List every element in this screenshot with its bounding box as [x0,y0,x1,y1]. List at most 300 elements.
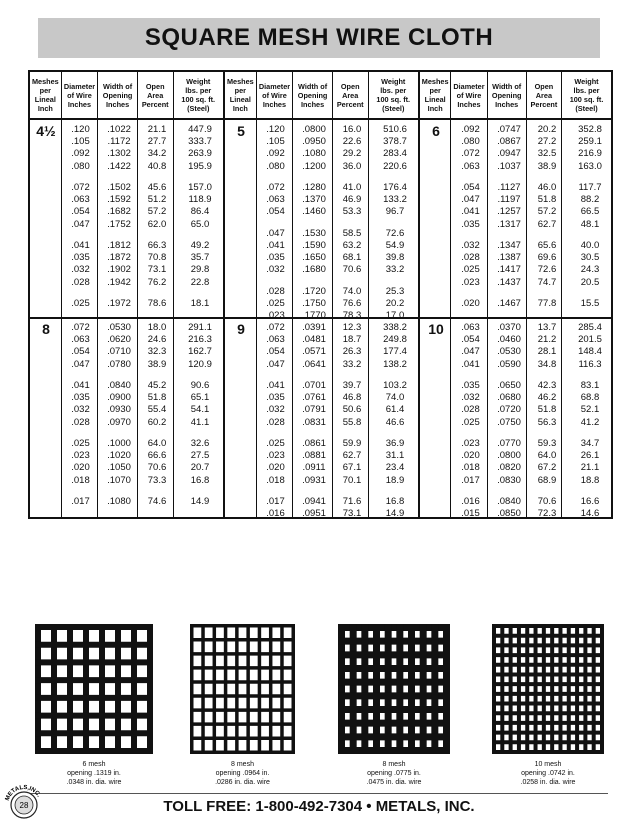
open-area: 40.8 [147,160,167,172]
table-row [452,148,615,159]
open-area: 24.6 [147,334,167,346]
wire-diameter: .047 [266,358,285,370]
open-area: 32.5 [537,148,557,160]
weight: 103.2 [383,379,407,391]
weight: 34.7 [580,437,600,449]
table-row [452,508,615,519]
wire-diameter: .054 [71,206,90,218]
opening-width: .0800 [302,124,326,135]
weight: 116.3 [578,358,602,370]
opening-width: .1720 [302,285,326,297]
wire-diameter: .032 [71,264,90,276]
open-area: 66.6 [147,450,167,462]
caption-mesh-label: 8 mesh [231,761,254,768]
wire-diameter: .047 [71,218,90,230]
page-number: 28 [19,801,29,810]
mesh-sample-image [492,624,604,754]
opening-width: .1347 [497,239,521,251]
open-area: 74.7 [537,276,557,288]
table-row [452,359,615,370]
header-weight: Weight lbs. per 100 sq. ft. (Steel) [376,77,411,113]
opening-width: .0800 [497,450,521,462]
table-row [452,136,615,147]
table-row [452,404,615,415]
wire-diameter: .028 [461,404,480,416]
open-area: 16.0 [342,124,362,135]
caption-opening: opening .1319 in. [67,770,121,777]
table-row [452,252,615,263]
header-weight: Weight lbs. per 100 sq. ft. (Steel) [569,77,604,113]
group-divider [420,317,611,319]
open-area: 57.2 [537,206,557,218]
opening-width: .1020 [107,450,131,462]
open-area: 27.2 [537,136,557,148]
table-row [62,496,225,507]
wire-diameter: .092 [71,148,90,160]
weight: 41.2 [580,416,600,428]
opening-width: .1942 [107,276,131,288]
mesh-sample-image [338,624,450,754]
table-row [452,417,615,428]
weight: 291.1 [188,322,212,333]
wire-diameter: .018 [71,474,90,486]
open-area: 70.6 [147,462,167,474]
weight: 138.2 [383,358,407,370]
weight: 378.7 [383,136,407,148]
opening-width: .0900 [107,392,131,404]
wire-diameter: .054 [266,206,285,218]
wire-diameter: .020 [71,462,90,474]
open-area: 38.9 [537,160,557,172]
wire-diameter: .105 [266,136,285,148]
weight: 285.4 [578,322,602,333]
wire-diameter: .025 [266,297,285,309]
table-row [62,194,225,205]
open-area: 70.6 [537,495,557,507]
opening-width: .0391 [302,322,326,333]
open-area: 76.6 [342,297,362,309]
weight: 29.8 [190,264,210,276]
wire-diameter: .041 [71,239,90,251]
open-area: 62.7 [537,218,557,230]
open-area: 72.6 [537,264,557,276]
wire-diameter: .072 [266,181,285,193]
mesh-sample-image [190,624,295,754]
caption-opening: opening .0775 in. [367,770,421,777]
weight: 18.8 [580,474,600,486]
caption-opening: opening .0964 in. [215,770,270,777]
weight: 117.7 [578,181,602,193]
weight: 41.1 [190,416,210,428]
table-row [62,148,225,159]
open-area: 55.4 [147,404,167,416]
weight: 74.0 [385,392,405,404]
open-area: 13.7 [537,322,557,333]
open-area: 46.0 [537,181,557,193]
header-diameter: Diameter of Wire Inches [62,72,99,118]
wire-diameter: .032 [266,264,285,276]
table-row [257,124,420,135]
weight: 510.6 [383,124,407,135]
weight: 65.0 [190,218,210,230]
opening-width: .0881 [302,450,326,462]
weight: 16.8 [190,474,210,486]
weight: 259.1 [578,136,602,148]
opening-width: .1280 [302,181,326,193]
table-row [452,161,615,172]
opening-width: .0950 [302,136,326,148]
table-row [452,392,615,403]
opening-width: .0867 [497,136,521,148]
opening-width: .0861 [302,437,326,449]
wire-diameter: .035 [71,392,90,404]
open-area: 21.1 [147,124,167,135]
wire-diameter: .041 [461,358,480,370]
weight: 21.1 [580,462,600,474]
weight: 54.9 [385,239,405,251]
wire-diameter: .047 [461,194,480,206]
opening-width: .1172 [107,136,131,148]
open-area: 55.8 [342,416,362,428]
wire-diameter: .015 [461,508,480,520]
wire-diameter: .035 [461,218,480,230]
table-row [257,496,420,507]
weight: 14.6 [580,508,600,520]
open-area: 39.7 [342,379,362,391]
table-row [452,322,615,333]
opening-width: .1387 [497,252,521,264]
wire-diameter: .072 [461,148,480,160]
table-row [257,298,420,309]
wire-diameter: .063 [71,194,90,206]
table-row [257,462,420,473]
open-area: 12.3 [342,322,362,333]
table-row [257,450,420,461]
table-row [62,124,225,135]
weight: 66.5 [580,206,600,218]
opening-width: .0850 [497,508,521,520]
open-area: 60.2 [147,416,167,428]
opening-width: .0911 [302,462,326,474]
table-row [62,182,225,193]
weight: 22.8 [190,276,210,288]
opening-width: .1127 [497,181,521,193]
opening-width: .1902 [107,264,131,276]
table-row [62,392,225,403]
table-row [62,298,225,309]
weight: 86.4 [190,206,210,218]
open-area: 67.1 [342,462,362,474]
table-row [62,334,225,345]
open-area: 36.0 [342,160,362,172]
weight: 23.4 [385,462,405,474]
table-row [452,264,615,275]
mesh-sample-caption [188,760,298,787]
opening-width: .1417 [497,264,521,276]
weight: 14.9 [190,495,210,507]
open-area: 51.2 [147,194,167,206]
wire-diameter: .063 [266,194,285,206]
weight: 61.4 [385,404,405,416]
wire-diameter: .018 [461,462,480,474]
table-row [62,240,225,251]
open-area: 68.1 [342,252,362,264]
open-area: 34.8 [537,358,557,370]
opening-width: .0710 [107,346,131,358]
opening-width: .0530 [497,346,521,358]
weight: 32.6 [190,437,210,449]
table-row [257,264,420,275]
mesh-count: 8 [42,321,50,337]
wire-diameter: .120 [266,124,285,135]
table-panel [28,70,225,519]
table-row [62,404,225,415]
opening-width: .0530 [107,322,131,333]
wire-diameter: .020 [266,462,285,474]
mesh-count: 6 [432,123,440,139]
open-area: 56.3 [537,416,557,428]
caption-wire: .0286 in. dia. wire [215,779,270,786]
opening-width: .0770 [497,437,521,449]
table-row [62,264,225,275]
open-area: 70.1 [342,474,362,486]
wire-diameter: .016 [266,508,285,520]
opening-width: .1590 [302,239,326,251]
table-row [257,417,420,428]
opening-width: .0650 [497,379,521,391]
open-area: 68.9 [537,474,557,486]
table-row [452,240,615,251]
open-area: 53.3 [342,206,362,218]
footer-text: TOLL FREE: 1-800-492-7304 • METALS, INC. [163,798,475,815]
wire-diameter: .023 [266,450,285,462]
mesh-count: 4½ [36,123,56,139]
table-row [62,417,225,428]
header-area: Open Area Percent [138,72,174,118]
table-row [62,346,225,357]
wire-diameter: .041 [266,379,285,391]
weight: 65.1 [190,392,210,404]
opening-width: .1000 [107,437,131,449]
open-area: 74.6 [147,495,167,507]
header-diameter: Diameter of Wire Inches [451,72,487,118]
header-opening: Width of Opening Inches [293,72,333,118]
open-area: 64.0 [537,450,557,462]
table-row [257,161,420,172]
mesh-count: 9 [237,321,245,337]
opening-width: .1680 [302,264,326,276]
wire-diameter: .080 [461,136,480,148]
open-area: 18.0 [147,322,167,333]
weight: 20.7 [190,462,210,474]
opening-width: .1197 [497,194,521,206]
weight: 16.6 [580,495,600,507]
open-area: 58.5 [342,227,362,239]
weight: 352.8 [578,124,602,135]
opening-width: .0720 [497,404,521,416]
wire-diameter: .017 [71,495,90,507]
opening-width: .1752 [107,218,131,230]
weight: 49.2 [190,239,210,251]
header-weight: Weight lbs. per 100 sq. ft. (Steel) [181,77,216,113]
wire-diameter: .063 [266,334,285,346]
mesh-count: 5 [237,123,245,139]
opening-width: .1317 [497,218,521,230]
wire-diameter: .023 [266,310,285,322]
open-area: 67.2 [537,462,557,474]
table-row [257,148,420,159]
table-header [30,72,223,120]
weight: 33.2 [385,264,405,276]
table-row [257,475,420,486]
opening-width: .1422 [107,160,131,172]
table-row [452,277,615,288]
mesh-sample-image [35,624,153,754]
mesh-sample-caption [493,760,603,787]
table-row [257,508,420,519]
wire-diameter: .035 [71,252,90,264]
open-area: 46.8 [342,392,362,404]
wire-diameter: .063 [461,322,480,333]
caption-mesh-label: 6 mesh [82,761,106,768]
weight: 36.9 [385,437,405,449]
opening-width: .1502 [107,181,131,193]
wire-diameter: .092 [461,124,480,135]
table-row [452,438,615,449]
opening-width: .0970 [107,416,131,428]
weight: 157.0 [188,181,212,193]
open-area: 72.3 [537,508,557,520]
weight: 25.3 [385,285,405,297]
table-row [257,310,420,321]
weight: 283.4 [383,148,407,160]
wire-diameter: .023 [71,450,90,462]
open-area: 62.7 [342,450,362,462]
table-row [257,346,420,357]
wire-diameter: .025 [71,297,90,309]
weight: 96.7 [385,206,405,218]
opening-width: .0780 [107,358,131,370]
opening-width: .1050 [107,462,131,474]
open-area: 76.2 [147,276,167,288]
opening-width: .0761 [302,392,326,404]
weight: 163.0 [578,160,602,172]
wire-diameter: .047 [71,358,90,370]
wire-diameter: .041 [266,239,285,251]
caption-wire: .0258 in. dia. wire [520,779,576,786]
open-area: 50.6 [342,404,362,416]
open-area: 20.2 [537,124,557,135]
open-area: 46.9 [342,194,362,206]
table-row [62,252,225,263]
open-area: 18.7 [342,334,362,346]
wire-diameter: .017 [266,495,285,507]
open-area: 59.9 [342,437,362,449]
weight: 162.7 [188,346,212,358]
open-area: 27.7 [147,136,167,148]
weight: 14.9 [385,508,405,520]
weight: 118.9 [188,194,212,206]
table-row [257,392,420,403]
table-row [257,380,420,391]
wire-diameter: .017 [461,474,480,486]
wire-diameter: .032 [266,404,285,416]
wire-diameter: .016 [461,495,480,507]
opening-width: .1037 [497,160,521,172]
opening-width: .1200 [302,160,326,172]
open-area: 70.8 [147,252,167,264]
weight: 68.8 [580,392,600,404]
weight: 31.1 [385,450,405,462]
open-area: 51.8 [537,194,557,206]
wire-diameter: .023 [461,276,480,288]
weight: 20.5 [580,276,600,288]
open-area: 77.8 [537,297,557,309]
weight: 18.1 [190,297,210,309]
opening-width: .1080 [302,148,326,160]
weight: 176.4 [383,181,407,193]
table-row [257,404,420,415]
weight: 148.4 [578,346,602,358]
table-row [62,206,225,217]
table-row [452,219,615,230]
opening-width: .0680 [497,392,521,404]
wire-diameter: .072 [71,322,90,333]
weight: 16.8 [385,495,405,507]
opening-width: .0840 [497,495,521,507]
open-area: 51.8 [537,404,557,416]
opening-width: .1467 [497,297,521,309]
opening-width: .1370 [302,194,326,206]
open-area: 78.6 [147,297,167,309]
wire-diameter: .020 [461,450,480,462]
wire-diameter: .020 [461,297,480,309]
wire-diameter: .025 [71,437,90,449]
wire-diameter: .025 [461,264,480,276]
header-opening: Width of Opening Inches [98,72,138,118]
page-title: SQUARE MESH WIRE CLOTH [144,24,494,51]
open-area: 33.2 [342,358,362,370]
open-area: 78.3 [342,310,362,322]
wire-diameter: .054 [266,346,285,358]
caption-opening: opening .0742 in. [521,770,575,777]
opening-width: .0590 [497,358,521,370]
wire-diameter: .063 [461,160,480,172]
open-area: 59.3 [537,437,557,449]
opening-width: .0941 [302,495,326,507]
table-row [257,194,420,205]
open-area: 73.1 [342,508,362,520]
opening-width: .0481 [302,334,326,346]
group-divider [225,317,418,319]
open-area: 34.2 [147,148,167,160]
footer-divider [30,793,608,794]
table-row [62,380,225,391]
opening-width: .1080 [107,495,131,507]
weight: 338.2 [383,322,407,333]
wire-diameter: .120 [71,124,90,135]
header-meshes: Meshes per Lineal Inch [225,72,257,118]
table-row [62,462,225,473]
opening-width: .0820 [497,462,521,474]
table-row [257,322,420,333]
wire-diameter: .028 [461,252,480,264]
wire-diameter: .032 [461,239,480,251]
open-area: 71.6 [342,495,362,507]
opening-width: .1972 [107,297,131,309]
mesh-count: 10 [428,321,444,337]
logo-text: METALS,INC. [4,784,42,802]
